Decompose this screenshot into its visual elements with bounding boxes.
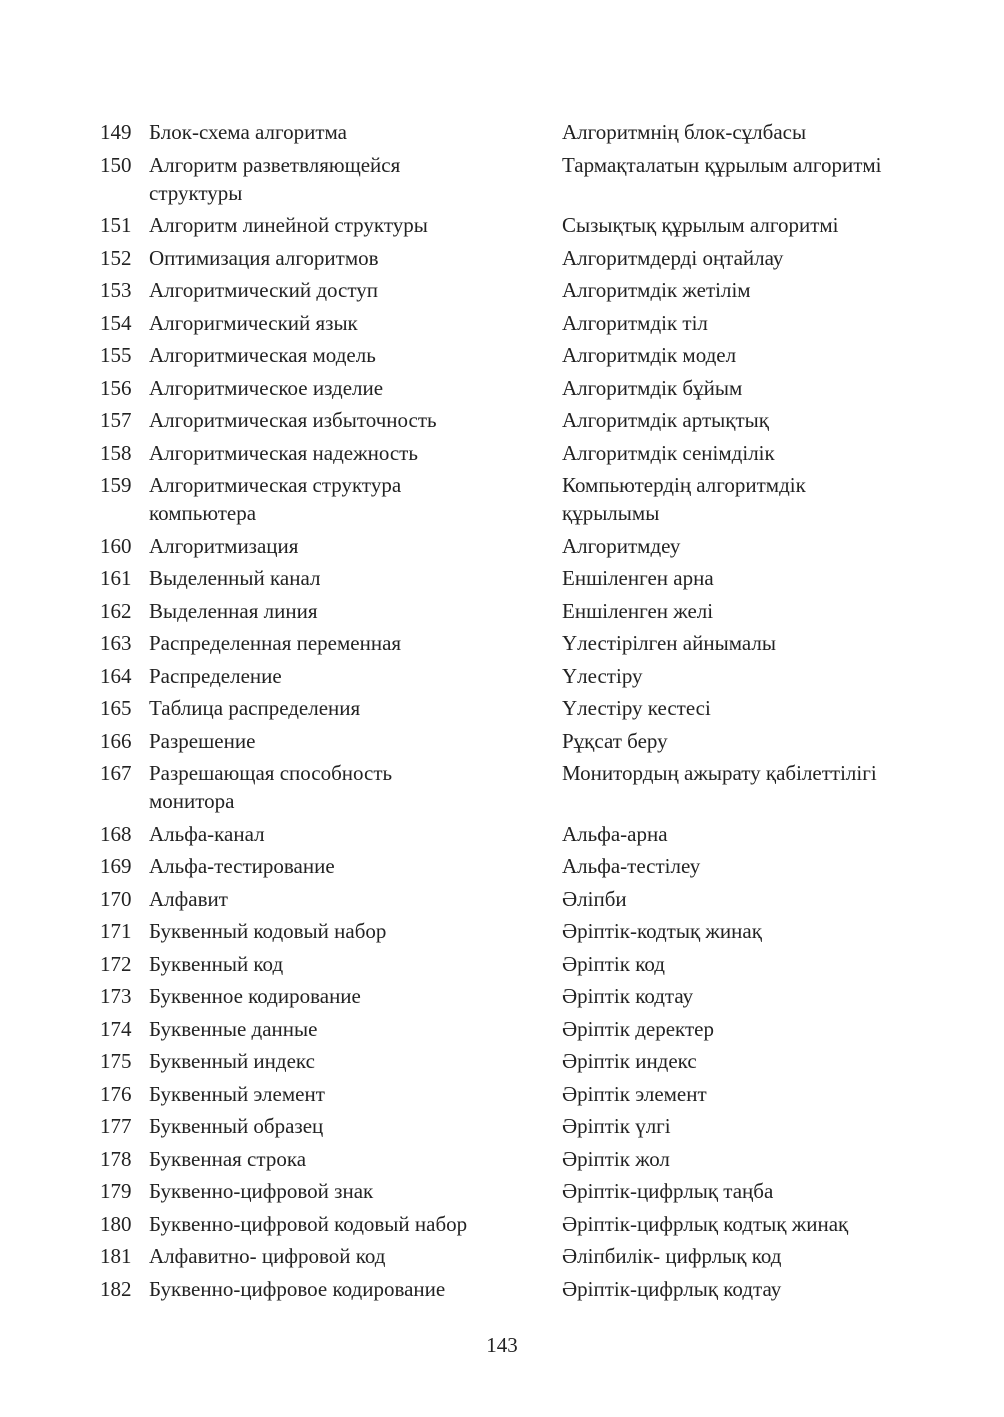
term-kazakh: Алгоритмдік артықтық	[562, 408, 769, 432]
glossary-row	[100, 759, 930, 815]
entry-number: 156	[100, 375, 132, 400]
entry-number: 173	[100, 984, 132, 1008]
term-kazakh: Еншіленген желі	[562, 598, 714, 623]
term-russian: Таблица распределения	[149, 696, 361, 720]
entry-number: 181	[100, 1244, 132, 1268]
entry-number: 153	[100, 278, 132, 302]
glossary-row	[100, 1080, 930, 1108]
entry-number: 164	[100, 663, 132, 688]
term-kazakh: Үлестірілген айнымалы	[562, 631, 776, 655]
entry-number: 163	[100, 631, 132, 655]
term-kazakh: Компьютердің алгоритмдік құрылымы	[562, 473, 806, 525]
term-kazakh: Әріптік кодтау	[562, 984, 694, 1008]
glossary-row	[100, 1112, 930, 1140]
term-russian: Оптимизация алгоритмов	[149, 245, 379, 270]
glossary-row	[100, 118, 930, 146]
term-russian: Алгоритмическая модель	[149, 343, 376, 367]
entry-number: 171	[100, 919, 132, 943]
term-kazakh: Әріптік-цифрлық кодтық жинақ	[562, 1211, 849, 1236]
entry-number: 152	[100, 245, 132, 270]
term-russian: Буквенно-цифровой знак	[149, 1179, 374, 1203]
term-russian: Алгоритм линейной структуры	[149, 213, 428, 237]
term-russian: Блок-схема алгоритма	[149, 120, 347, 144]
entry-number: 160	[100, 533, 132, 558]
glossary-row	[100, 820, 930, 848]
term-kazakh: Алгоритмдеу	[562, 533, 681, 558]
glossary-row	[100, 244, 930, 272]
glossary-table	[100, 118, 930, 1303]
entry-number: 165	[100, 696, 132, 720]
term-kazakh: Алгоритмдік бұйым	[562, 375, 743, 400]
term-kazakh: Тармақталатын құрылым алгоритмі	[562, 152, 882, 177]
term-russian: Алгоритмическая избыточность	[149, 408, 437, 432]
term-russian: Алгоритм разветвляющейся структуры	[149, 152, 401, 205]
entry-number: 154	[100, 310, 132, 335]
entry-number: 167	[100, 761, 132, 785]
term-russian: Алгоригмический язык	[149, 310, 358, 335]
term-kazakh: Рұқсат беру	[562, 728, 668, 753]
glossary-row	[100, 1015, 930, 1043]
term-kazakh: Үлестіру кестесі	[562, 696, 711, 720]
entry-number: 169	[100, 854, 132, 878]
entry-number: 176	[100, 1081, 132, 1106]
entry-number: 158	[100, 440, 132, 465]
term-kazakh: Үлестіру	[562, 663, 643, 688]
entry-number: 149	[100, 120, 132, 144]
term-kazakh: Алгоритмдерді оңтайлау	[562, 245, 784, 270]
glossary-row	[100, 309, 930, 337]
term-kazakh: Альфа-арна	[562, 821, 668, 846]
glossary-row	[100, 439, 930, 467]
entry-number: 162	[100, 598, 132, 623]
glossary-row	[100, 629, 930, 657]
glossary-row	[100, 1242, 930, 1270]
term-russian: Буквенный элемент	[149, 1081, 325, 1106]
glossary-row	[100, 1047, 930, 1075]
term-russian: Буквенные данные	[149, 1016, 318, 1041]
glossary-row	[100, 374, 930, 402]
term-russian: Алгоритмическая структура компьютера	[149, 473, 402, 525]
entry-number: 172	[100, 951, 132, 976]
term-kazakh: Әліпби	[562, 886, 627, 911]
term-kazakh: Сызықтық құрылым алгоритмі	[562, 213, 839, 237]
glossary-row	[100, 211, 930, 239]
glossary-row	[100, 597, 930, 625]
entry-number: 182	[100, 1276, 132, 1301]
entry-number: 161	[100, 566, 132, 590]
entry-number: 157	[100, 408, 132, 432]
term-kazakh: Әріптік код	[562, 951, 665, 976]
term-russian: Алгоритмическая надежность	[149, 440, 418, 465]
glossary-row	[100, 564, 930, 592]
glossary-row	[100, 1145, 930, 1173]
glossary-row	[100, 406, 930, 434]
term-kazakh: Әріптік-цифрлық кодтау	[562, 1276, 782, 1301]
term-russian: Выделенная линия	[149, 598, 318, 623]
term-kazakh: Әріптік жол	[562, 1146, 670, 1171]
term-russian: Буквенный код	[149, 951, 284, 976]
entry-number: 180	[100, 1211, 132, 1236]
term-kazakh: Алгоритмнің блок-сұлбасы	[562, 120, 807, 144]
entry-number: 174	[100, 1016, 132, 1041]
term-russian: Алфавитно- цифровой код	[149, 1244, 386, 1268]
entry-number: 150	[100, 152, 132, 177]
entry-number: 177	[100, 1114, 132, 1138]
glossary-row	[100, 532, 930, 560]
entry-number: 170	[100, 886, 132, 911]
term-kazakh: Әріптік деректер	[562, 1016, 714, 1041]
term-russian: Алгоритмический доступ	[149, 278, 379, 302]
term-kazakh: Әріптік-кодтық жинақ	[562, 919, 762, 943]
term-kazakh: Әріптік үлгі	[562, 1114, 671, 1138]
entry-number: 178	[100, 1146, 132, 1171]
term-kazakh: Алгоритмдік жетілім	[562, 278, 751, 302]
entry-number: 168	[100, 821, 132, 846]
page-number: 143	[486, 1333, 518, 1357]
entry-number: 175	[100, 1049, 132, 1073]
glossary-row	[100, 276, 930, 304]
glossary-row	[100, 885, 930, 913]
glossary-row	[100, 917, 930, 945]
term-russian: Альфа-тестирование	[149, 854, 335, 878]
term-kazakh: Әліпбилік- цифрлық код	[562, 1244, 782, 1268]
term-russian: Буквенно-цифровой кодовый набор	[149, 1211, 468, 1236]
entry-number: 179	[100, 1179, 132, 1203]
term-kazakh: Еншіленген арна	[562, 566, 714, 590]
glossary-row	[100, 662, 930, 690]
term-russian: Буквенный кодовый набор	[149, 919, 387, 943]
term-russian: Буквенный индекс	[149, 1049, 315, 1073]
term-russian: Буквенная строка	[149, 1146, 307, 1171]
glossary-row	[100, 852, 930, 880]
glossary-row	[100, 694, 930, 722]
glossary-row	[100, 1275, 930, 1303]
term-russian: Буквенно-цифровое кодирование	[149, 1276, 446, 1301]
entry-number: 155	[100, 343, 132, 367]
term-russian: Алфавит	[149, 886, 228, 911]
entry-number: 159	[100, 473, 132, 497]
glossary-row	[100, 1210, 930, 1238]
glossary-row	[100, 950, 930, 978]
entry-number: 166	[100, 728, 132, 753]
term-kazakh: Алгоритмдік тіл	[562, 310, 708, 335]
glossary-row	[100, 341, 930, 369]
term-russian: Разрешающая способность монитора	[149, 761, 393, 813]
glossary-row	[100, 982, 930, 1010]
term-kazakh: Алгоритмдік модел	[562, 343, 737, 367]
term-russian: Буквенный образец	[149, 1114, 324, 1138]
term-russian: Альфа-канал	[149, 821, 265, 846]
term-russian: Выделенный канал	[149, 566, 321, 590]
term-kazakh: Әріптік элемент	[562, 1081, 707, 1106]
term-russian: Алгоритмизация	[149, 533, 299, 558]
term-russian: Буквенное кодирование	[149, 984, 361, 1008]
term-russian: Распределение	[149, 663, 282, 688]
glossary-row	[100, 151, 930, 207]
glossary-row	[100, 727, 930, 755]
term-kazakh: Альфа-тестілеу	[562, 854, 701, 878]
glossary-row	[100, 471, 930, 527]
term-kazakh: Әріптік индекс	[562, 1049, 697, 1073]
term-kazakh: Әріптік-цифрлық таңба	[562, 1179, 774, 1203]
term-russian: Разрешение	[149, 728, 256, 753]
glossary-row	[100, 1177, 930, 1205]
term-russian: Распределенная переменная	[149, 631, 402, 655]
term-russian: Алгоритмическое изделие	[149, 375, 384, 400]
entry-number: 151	[100, 213, 132, 237]
term-kazakh: Алгоритмдік сенімділік	[562, 440, 775, 465]
term-kazakh: Монитордың ажырату қабілеттілігі	[562, 761, 877, 785]
